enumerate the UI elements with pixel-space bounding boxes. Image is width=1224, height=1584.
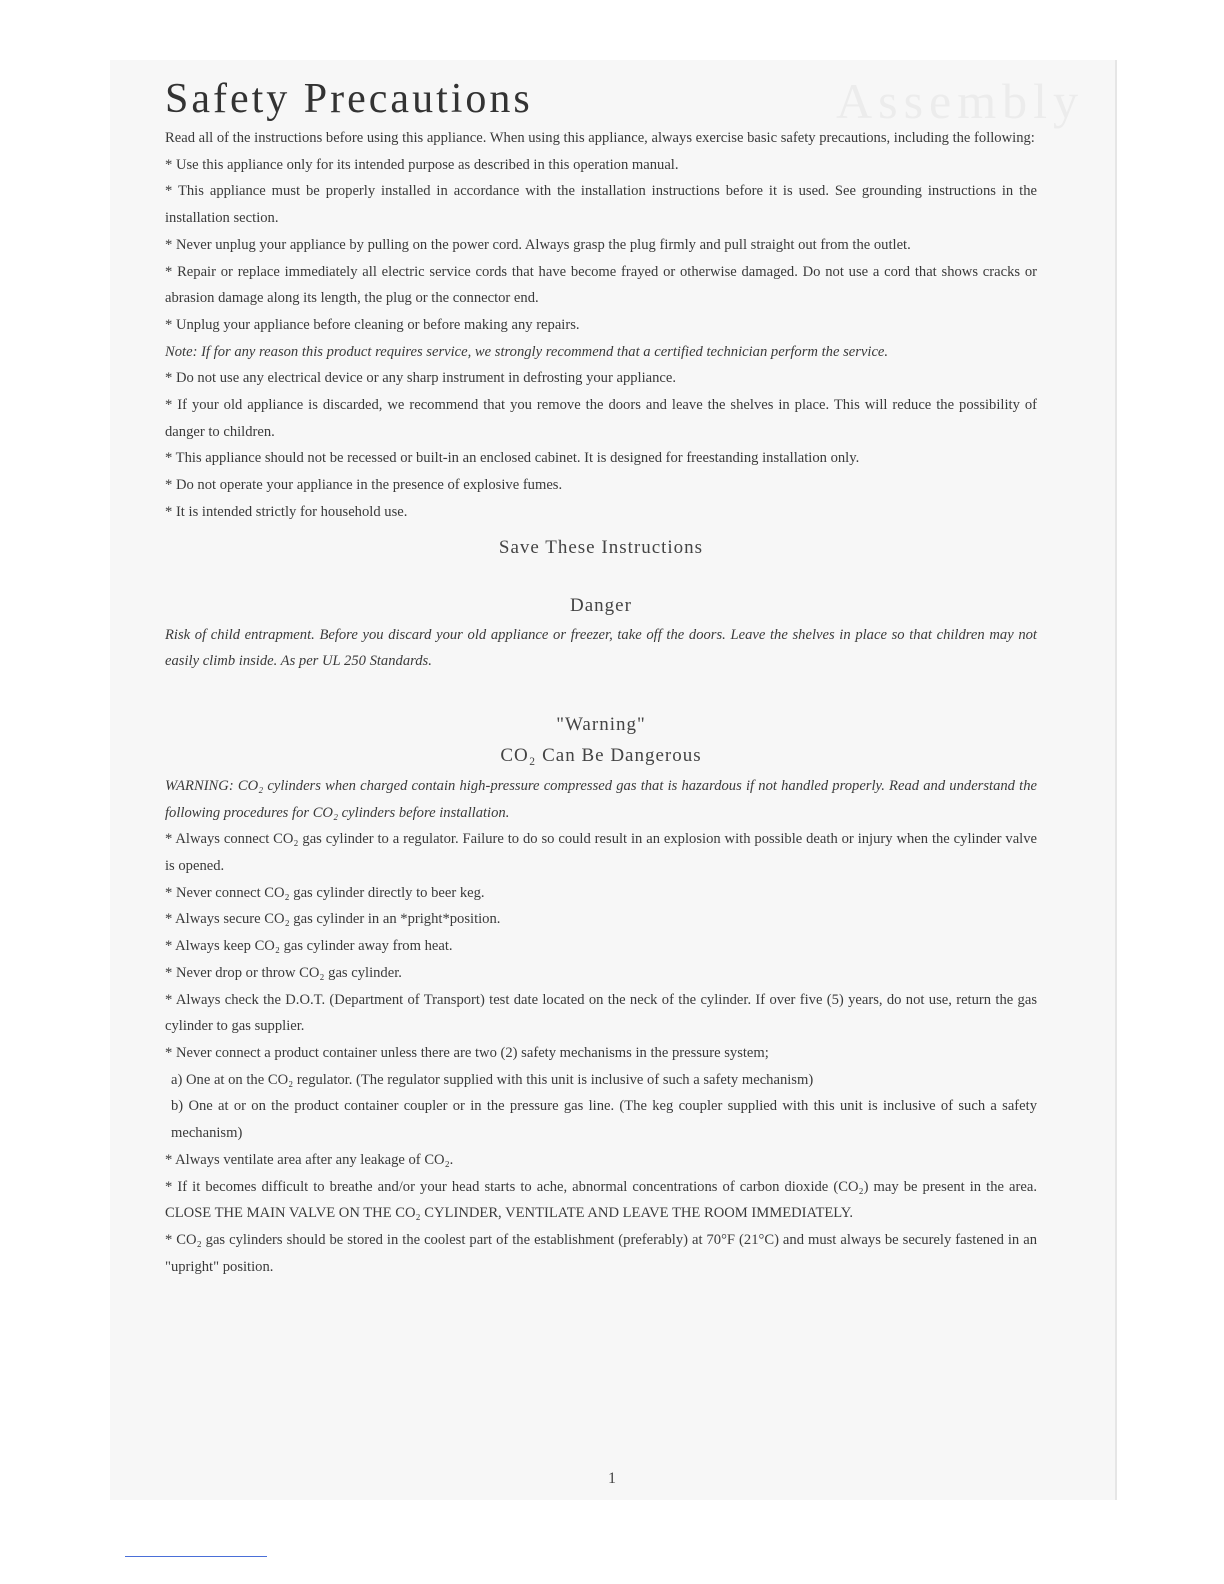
page-number: 1 bbox=[608, 1470, 616, 1487]
co2-item: * Never drop or throw CO₂ gas cylinder. bbox=[165, 964, 402, 981]
precaution-item: * This appliance should not be recessed or built-in an enclosed cabinet. It is designed for freestanding installation only. bbox=[165, 450, 860, 467]
precaution-item: * Do not operate your appliance in the presence of explosive fumes. bbox=[165, 477, 563, 494]
co2-item: * Always keep CO₂ gas cylinder away from heat. bbox=[165, 938, 453, 955]
co2-item: * Never connect CO₂ gas cylinder directly to beer keg. bbox=[165, 884, 485, 901]
co2-subitem: b) One at or on the product container coupler or in the pressure gas line. (The keg coupler supplied with this unit is inclusive of such a safety mechanism) bbox=[171, 1098, 1037, 1142]
co2-heading: CO₂ Can Be Dangerous bbox=[500, 744, 702, 766]
co2-item: * Always ventilate area after any leakage of CO₂. bbox=[165, 1151, 454, 1168]
precaution-item: * Unplug your appliance before cleaning or before making any repairs. bbox=[165, 316, 580, 333]
warning-intro: WARNING: CO₂ cylinders when charged contain high-pressure compressed gas that is hazardous if not handled properly. Read and understand the following procedures for CO₂ cylinders before installation. bbox=[165, 777, 1037, 821]
precaution-item: * It is intended strictly for household use. bbox=[165, 503, 408, 520]
co2-subitem: a) One at on the CO₂ regulator. (The regulator supplied with this unit is inclusive of such a safety mechanism) bbox=[171, 1071, 814, 1088]
service-note: Note: If for any reason this product requires service, we strongly recommend that a certified technician perform the service. bbox=[165, 343, 889, 360]
co2-item: * Always connect CO₂ gas cylinder to a regulator. Failure to do so could result in an explosion with possible death or injury when the cylinder valve is opened. bbox=[165, 831, 1037, 875]
co2-item: * If it becomes difficult to breathe and/or your head starts to ache, abnormal concentrations of carbon dioxide (CO₂) may be present in the area. CLOSE THE MAIN VALVE ON THE CO₂ CYLINDER, VENTILATE AND LEAVE THE ROOM IMMEDIATELY. bbox=[165, 1178, 1037, 1222]
precaution-item: * This appliance must be properly installed in accordance with the installation instructions before it is used. See grounding instructions in the installation section. bbox=[165, 183, 1037, 227]
precaution-item: * If your old appliance is discarded, we recommend that you remove the doors and leave the shelves in place. This will reduce the possibility of danger to children. bbox=[165, 397, 1037, 440]
precaution-item: * Use this appliance only for its intended purpose as described in this operation manual. bbox=[165, 156, 679, 173]
bleed-through-text: Assembly bbox=[836, 73, 1084, 129]
page-title: Safety Precautions bbox=[165, 76, 533, 122]
document-body bbox=[165, 75, 1037, 1280]
precaution-item: * Repair or replace immediately all electric service cords that have become frayed or otherwise damaged. Do not use a cord that shows cracks or abrasion damage along its length, the plug or the connector end. bbox=[165, 263, 1037, 307]
danger-heading: Danger bbox=[570, 594, 632, 616]
co2-item: * Never connect a product container unless there are two (2) safety mechanisms in the pressure system; bbox=[165, 1044, 769, 1061]
co2-item: * CO₂ gas cylinders should be stored in the coolest part of the establishment (preferably) at 70°F (21°C) and must always be securely fastened in an "upright" position. bbox=[165, 1231, 1037, 1275]
footnote-rule bbox=[125, 1556, 267, 1557]
save-instructions-heading: Save These Instructions bbox=[498, 536, 704, 558]
danger-text: Risk of child entrapment. Before you discard your old appliance or freezer, take off the doors. Leave the shelves in place so that children may not easily climb inside. As per UL 250 Standards. bbox=[165, 626, 1037, 670]
warning-heading: "Warning" bbox=[556, 713, 646, 735]
co2-item: * Always check the D.O.T. (Department of Transport) test date located on the neck of the cylinder. If over five (5) years, do not use, return the gas cylinder to gas supplier. bbox=[165, 991, 1037, 1035]
intro-paragraph: Read all of the instructions before using this appliance. When using this appliance, always exercise basic safety precautions, including the following: bbox=[165, 130, 1035, 146]
precaution-item: * Never unplug your appliance by pulling on the power cord. Always grasp the plug firmly and pull straight out from the outlet. bbox=[165, 236, 911, 253]
precaution-item: * Do not use any electrical device or any sharp instrument in defrosting your appliance. bbox=[165, 370, 677, 387]
co2-item: * Always secure CO₂ gas cylinder in an *pright*position. bbox=[165, 911, 501, 928]
